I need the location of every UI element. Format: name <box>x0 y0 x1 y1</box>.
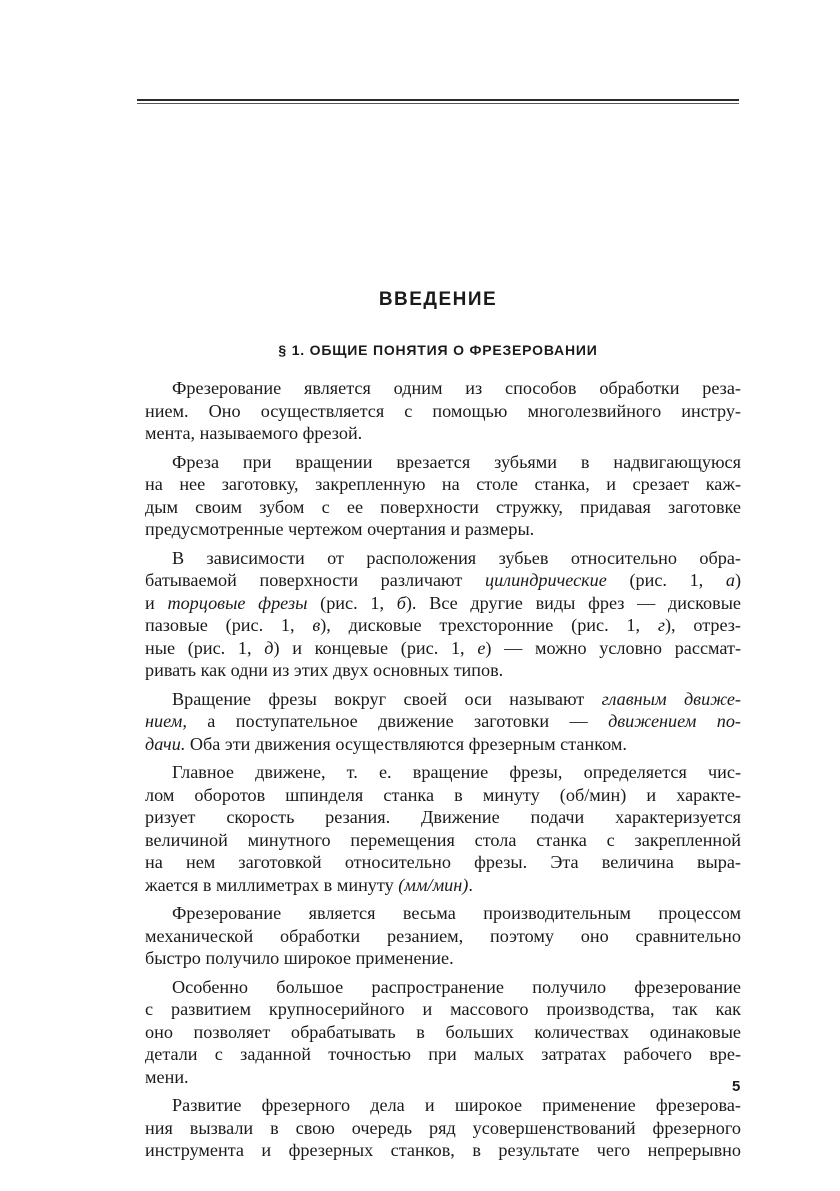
text-line: Фрезерование является одним из способов обработки реза- <box>172 378 741 398</box>
text-line: на нее заготовку, закрепленную на столе станка, и срезает каж- <box>145 474 741 494</box>
italic-unit: (мм/мин) <box>398 874 469 895</box>
italic-term: цилиндрические <box>484 570 607 590</box>
text-run: жается в миллиметрах в минуту <box>145 874 399 895</box>
italic-term: движением по- <box>608 711 741 731</box>
text-line: механической обработки резанием, поэтому оно сравнительно <box>145 925 741 946</box>
paragraph-3 <box>145 547 741 682</box>
text-run: (рис. 1, <box>606 570 726 590</box>
text-line: В зависимости от расположения зубьев относительно обра- <box>172 547 741 568</box>
figure-ref: е <box>477 637 486 658</box>
paragraph-7 <box>145 976 741 1089</box>
italic-term: дачи. <box>145 733 186 754</box>
paragraph-1 <box>145 377 741 445</box>
text-line <box>145 592 741 615</box>
figure-ref: а <box>725 570 735 590</box>
text-line <box>145 874 741 897</box>
top-rule-thin <box>137 103 739 104</box>
body-text <box>145 377 741 1168</box>
text-line <box>145 637 741 660</box>
text-run: ). Все другие виды фрез — дисковые <box>405 592 741 613</box>
paragraph-8 <box>145 1094 741 1162</box>
text-run: пазовые (рис. 1, <box>145 615 313 635</box>
paragraph-5 <box>145 761 741 896</box>
text-line: величиной минутного перемещения стола станка с закрепленной <box>145 829 741 850</box>
figure-ref: б <box>396 592 406 613</box>
text-line: на нем заготовкой относительно фрезы. Эта величина выра- <box>145 852 741 872</box>
text-line: детали с заданной точностью при малых затратах рабочего вре- <box>145 1044 741 1064</box>
text-line: Фрезерование является весьма производительным процессом <box>172 903 741 923</box>
section-title: § 1. ОБЩИЕ ПОНЯТИЯ О ФРЕЗЕРОВАНИИ <box>278 342 598 358</box>
chapter-heading: ВВЕДЕНИЕ <box>378 289 498 310</box>
text-run: ные (рис. 1, <box>145 637 265 658</box>
text-run: (рис. 1, <box>307 592 397 613</box>
text-line: с развитием крупносерийного и массового производства, так как <box>145 999 741 1019</box>
text-line: ния вызвали в свою очередь ряд усовершенствований фрезерного <box>145 1117 741 1138</box>
text-run: Оба эти движения осуществляются фрезерным станком. <box>185 733 627 754</box>
text-line: Главное движене, т. е. вращение фрезы, определяется чис- <box>172 762 741 782</box>
italic-term: главным движе- <box>601 688 741 709</box>
text-line: быстро получило широкое применение. <box>145 948 454 968</box>
text-line <box>145 614 741 637</box>
text-line: Развитие фрезерного дела и широкое применение фрезерова- <box>172 1095 741 1115</box>
figure-ref: д <box>264 637 274 658</box>
text-line <box>145 710 741 733</box>
text-line <box>145 688 741 711</box>
paragraph-6 <box>145 902 741 970</box>
text-run: . <box>468 874 473 895</box>
text-run: Вращение фрезы вокруг своей оси называют <box>172 688 602 709</box>
text-run: ) <box>734 570 741 590</box>
text-run: ) — можно условно рассмат- <box>485 637 742 658</box>
text-line: инструмента и фрезерных станков, в результате чего непрерывно <box>145 1140 741 1160</box>
figure-ref: в <box>312 615 321 635</box>
text-run: и <box>145 592 168 613</box>
text-line: предусмотренные чертежом очертания и размеры. <box>145 519 535 539</box>
text-line <box>145 569 741 592</box>
paragraph-4 <box>145 688 741 756</box>
paragraph-2 <box>145 451 741 541</box>
top-rule <box>137 99 739 101</box>
text-run: ) и концевые (рис. 1, <box>273 637 478 658</box>
text-line: лом оборотов шпинделя станка в минуту (об/мин) и характе- <box>145 784 741 805</box>
text-line: Особенно большое распространение получило фрезерование <box>172 976 741 997</box>
italic-term: нием, <box>145 711 187 731</box>
text-run: ), дисковые трехсторонние (рис. 1, <box>320 615 658 635</box>
figure-ref: г <box>657 615 665 635</box>
text-run: батываемой поверхности различают <box>145 570 485 590</box>
text-line: мени. <box>145 1066 189 1087</box>
text-run: ), отрез- <box>664 615 741 635</box>
text-run: а поступательное движение заготовки — <box>186 711 609 731</box>
text-line: оно позволяет обрабатывать в больших количествах одинаковые <box>145 1021 741 1042</box>
text-line: дым своим зубом с ее поверхности стружку, придавая заготовке <box>145 496 741 517</box>
italic-term: торцовые фрезы <box>167 592 308 613</box>
text-line: мента, называемого фрезой. <box>145 423 363 443</box>
text-line: ривать как одни из этих двух основных типов. <box>145 660 504 680</box>
text-line <box>145 733 741 756</box>
text-line: Фреза при вращении врезается зубьями в надвигающуюся <box>172 451 741 472</box>
page-number: 5 <box>732 1078 741 1095</box>
text-line: нием. Оно осуществляется с помощью многолезвийного инстру- <box>145 400 741 421</box>
text-line: ризует скорость резания. Движение подачи характеризуется <box>145 807 741 827</box>
